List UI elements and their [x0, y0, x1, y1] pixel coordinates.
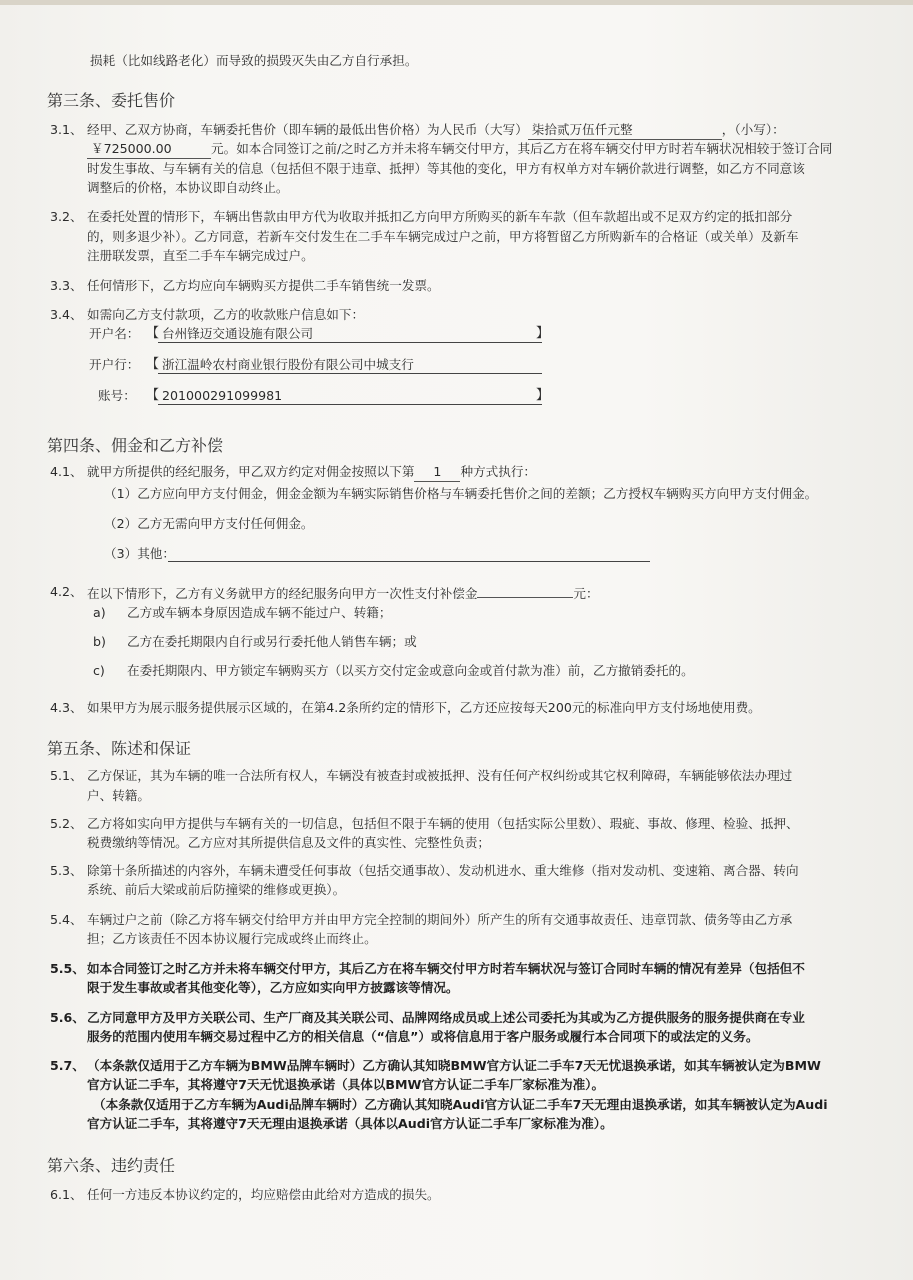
clause-4-2-line-1 — [87, 583, 599, 603]
case-b-label: b) — [93, 634, 106, 649]
clause-5-7-line-3: （本条款仅适用于乙方车辆为Audi品牌车辆时）乙方确认其知晓Audi官方认证二手车7天无理由退换承诺，如其车辆被认定为Audi — [93, 1097, 828, 1112]
option-1-text: （1）乙方应向甲方支付佣金，佣金金额为车辆实际销售价格与车辆委托售价之间的差额；乙方授权车辆购买方向甲方支付佣金。 — [104, 486, 818, 501]
clause-6-1-number: 6.1、 — [50, 1187, 83, 1202]
continuation-text: 损耗（比如线路老化）而导致的损毁灭失由乙方自行承担。 — [90, 53, 418, 68]
compensation-amount-blank — [477, 583, 573, 598]
account-bank-value: 浙江温岭农村商业银行股份有限公司中城支行 — [162, 357, 414, 372]
section-6-title: 第六条、违约责任 — [47, 1156, 176, 1175]
account-name-value: 台州锋迈交通设施有限公司 — [162, 326, 314, 341]
clause-5-3-line-2: 系统、前后大梁或前后防撞梁的维修或更换）。 — [87, 882, 346, 897]
price-in-figures: ￥725000.00 — [87, 140, 211, 159]
clause-3-3-number: 3.3、 — [50, 278, 83, 293]
clause-5-7-line-4: 官方认证二手车，其将遵守7天无理由退换承诺（具体以Audi官方认证二手车厂家标准为准）。 — [87, 1116, 613, 1131]
clause-3-2-line-1: 在委托处置的情形下，车辆出售款由甲方代为收取并抵扣乙方向甲方所购买的新车车款（但车款超出或不足双方约定的抵扣部分 — [87, 209, 793, 224]
account-bank-label: 开户行： — [89, 357, 140, 372]
case-c-text: 在委托期限内、甲方锁定车辆购买方（以买方交付定金或意向金或首付款为准）前，乙方撤销委托的。 — [127, 663, 694, 678]
clause-3-1-line-3: 时发生事故、与车辆有关的信息（包括但不限于违章、抵押）等其他的变化，甲方有权单方对车辆价款进行调整，如乙方不同意该 — [87, 161, 805, 176]
account-name-bracket-left: 【 — [146, 326, 160, 341]
case-b-text: 乙方在委托期限内自行或另行委托他人销售车辆；或 — [127, 634, 417, 649]
clause-5-4-number: 5.4、 — [50, 912, 83, 927]
clause-4-3-line-1: 如果甲方为展示服务提供展示区域的，在第4.2条所约定的情形下，乙方还应按每天200元的标准向甲方支付场地使用费。 — [87, 700, 761, 715]
clause-4-2-text-a: 在以下情形下，乙方有义务就甲方的经纪服务向甲方一次性支付补偿金 — [87, 586, 478, 601]
commission-option-number: 1 — [414, 463, 460, 482]
account-bank-bracket-left: 【 — [146, 357, 160, 372]
account-number-label: 账号： — [98, 388, 136, 403]
clause-5-4-line-1: 车辆过户之前（除乙方将车辆交付给甲方并由甲方完全控制的期间外）所产生的所有交通事故责任、违章罚款、债务等由乙方承 — [87, 912, 793, 927]
clause-5-1-line-1: 乙方保证，其为车辆的唯一合法所有权人，车辆没有被查封或被抵押、没有任何产权纠纷或其它权利障碍，车辆能够依法办理过 — [87, 768, 793, 783]
clause-5-3-number: 5.3、 — [50, 863, 83, 878]
clause-3-1-line-1 — [87, 121, 785, 140]
account-number-bracket-right: 】 — [536, 388, 550, 403]
clause-3-2-line-2: 的，则多退少补）。乙方同意，若新车交付发生在二手车车辆完成过户之前，甲方将暂留乙方所购新车的合格证（或关单）及新车 — [87, 229, 799, 244]
account-bank-underline — [158, 373, 542, 374]
clause-4-1-text-a: 就甲方所提供的经纪服务，甲乙双方约定对佣金按照以下第 — [87, 464, 415, 479]
clause-4-1-line-1 — [87, 463, 536, 482]
clause-5-7-line-2: 官方认证二手车，其将遵守7天无忧退换承诺（具体以BMW官方认证二手车厂家标准为准）。 — [87, 1077, 605, 1092]
account-number-value: 201000291099981 — [162, 388, 283, 403]
clause-3-4-number: 3.4、 — [50, 307, 83, 322]
price-in-words: 柒拾贰万伍仟元整 — [528, 121, 722, 140]
clause-5-6-line-2: 服务的范围内使用车辆交易过程中乙方的相关信息（“信息”）或将信息用于客户服务或履行本合同项下的或法定的义务。 — [87, 1029, 759, 1044]
account-number-underline — [158, 404, 542, 405]
page-edge — [0, 0, 913, 5]
clause-4-1-text-b: 种方式执行： — [460, 464, 536, 479]
clause-5-4-line-2: 担；乙方该责任不因本协议履行完成或终止而终止。 — [87, 931, 377, 946]
clause-5-6-line-1: 乙方同意甲方及甲方关联公司、生产厂商及其关联公司、品牌网络成员或上述公司委托为其或为乙方提供服务的服务提供商在专业 — [87, 1010, 805, 1025]
account-name-bracket-right: 】 — [536, 326, 550, 341]
section-3-title: 第三条、委托售价 — [47, 91, 176, 110]
clause-6-1-line-1: 任何一方违反本协议约定的，均应赔偿由此给对方造成的损失。 — [87, 1187, 440, 1202]
clause-3-1-text-b: ，（小写）： — [721, 122, 785, 137]
clause-3-1-number: 3.1、 — [50, 122, 83, 137]
clause-3-2-line-3: 注册联发票，直至二手车车辆完成过户。 — [87, 248, 314, 263]
clause-4-1-number: 4.1、 — [50, 464, 83, 479]
clause-5-2-line-2: 税费缴纳等情况。乙方应对其所提供信息及文件的真实性、完整性负责； — [87, 835, 490, 850]
clause-3-2-number: 3.2、 — [50, 209, 83, 224]
option-2-text: （2）乙方无需向甲方支付任何佣金。 — [104, 516, 314, 531]
clause-5-5-line-1: 如本合同签订之时乙方并未将车辆交付甲方，其后乙方在将车辆交付甲方时若车辆状况与签订合同时车辆的情况有差异（包括但不 — [87, 961, 805, 976]
clause-5-2-line-1: 乙方将如实向甲方提供与车辆有关的一切信息，包括但不限于车辆的使用（包括实际公里数）、瑕疵、事故、修理、检验、抵押、 — [87, 816, 799, 831]
clause-3-3-line-1: 任何情形下，乙方均应向车辆购买方提供二手车销售统一发票。 — [87, 278, 440, 293]
clause-3-1-text-c: 元。如本合同签订之前/之时乙方并未将车辆交付甲方，其后乙方在将车辆交付甲方时若车辆状况相较于签订合同 — [211, 141, 833, 156]
clause-5-6-number: 5.6、 — [50, 1010, 85, 1025]
option-3-blank-line — [168, 561, 650, 562]
option-3-text: （3）其他： — [104, 546, 175, 561]
clause-3-4-line-1: 如需向乙方支付款项，乙方的收款账户信息如下： — [87, 307, 365, 322]
account-name-label: 开户名： — [89, 326, 140, 341]
clause-3-1-text-a: 经甲、乙双方协商，车辆委托售价（即车辆的最低出售价格）为人民币（大写） — [87, 122, 528, 137]
case-c-label: c) — [93, 663, 105, 678]
clause-3-1-line-2 — [87, 140, 832, 159]
clause-5-2-number: 5.2、 — [50, 816, 83, 831]
clause-3-1-line-4: 调整后的价格，本协议即自动终止。 — [87, 180, 289, 195]
account-name-underline — [158, 342, 542, 343]
case-a-label: a) — [93, 605, 106, 620]
clause-4-3-number: 4.3、 — [50, 700, 83, 715]
clause-5-7-line-1: （本条款仅适用于乙方车辆为BMW品牌车辆时）乙方确认其知晓BMW官方认证二手车7天无忧退换承诺，如其车辆被认定为BMW — [87, 1058, 821, 1073]
clause-5-3-line-1: 除第十条所描述的内容外，车辆未遭受任何事故（包括交通事故）、发动机进水、重大维修（指对发动机、变速箱、离合器、转向 — [87, 863, 799, 878]
clause-5-5-line-2: 限于发生事故或者其他变化等），乙方应如实向甲方披露该等情况。 — [87, 980, 459, 995]
case-a-text: 乙方或车辆本身原因造成车辆不能过户、转籍； — [127, 605, 392, 620]
section-5-title: 第五条、陈述和保证 — [47, 739, 192, 758]
clause-4-2-number: 4.2、 — [50, 584, 83, 599]
clause-5-1-line-2: 户、转籍。 — [87, 788, 150, 803]
clause-5-7-number: 5.7、 — [50, 1058, 85, 1073]
clause-5-5-number: 5.5、 — [50, 961, 85, 976]
clause-4-2-text-b: 元： — [573, 586, 599, 601]
clause-5-1-number: 5.1、 — [50, 768, 83, 783]
account-number-bracket-left: 【 — [146, 388, 160, 403]
section-4-title: 第四条、佣金和乙方补偿 — [47, 436, 224, 455]
